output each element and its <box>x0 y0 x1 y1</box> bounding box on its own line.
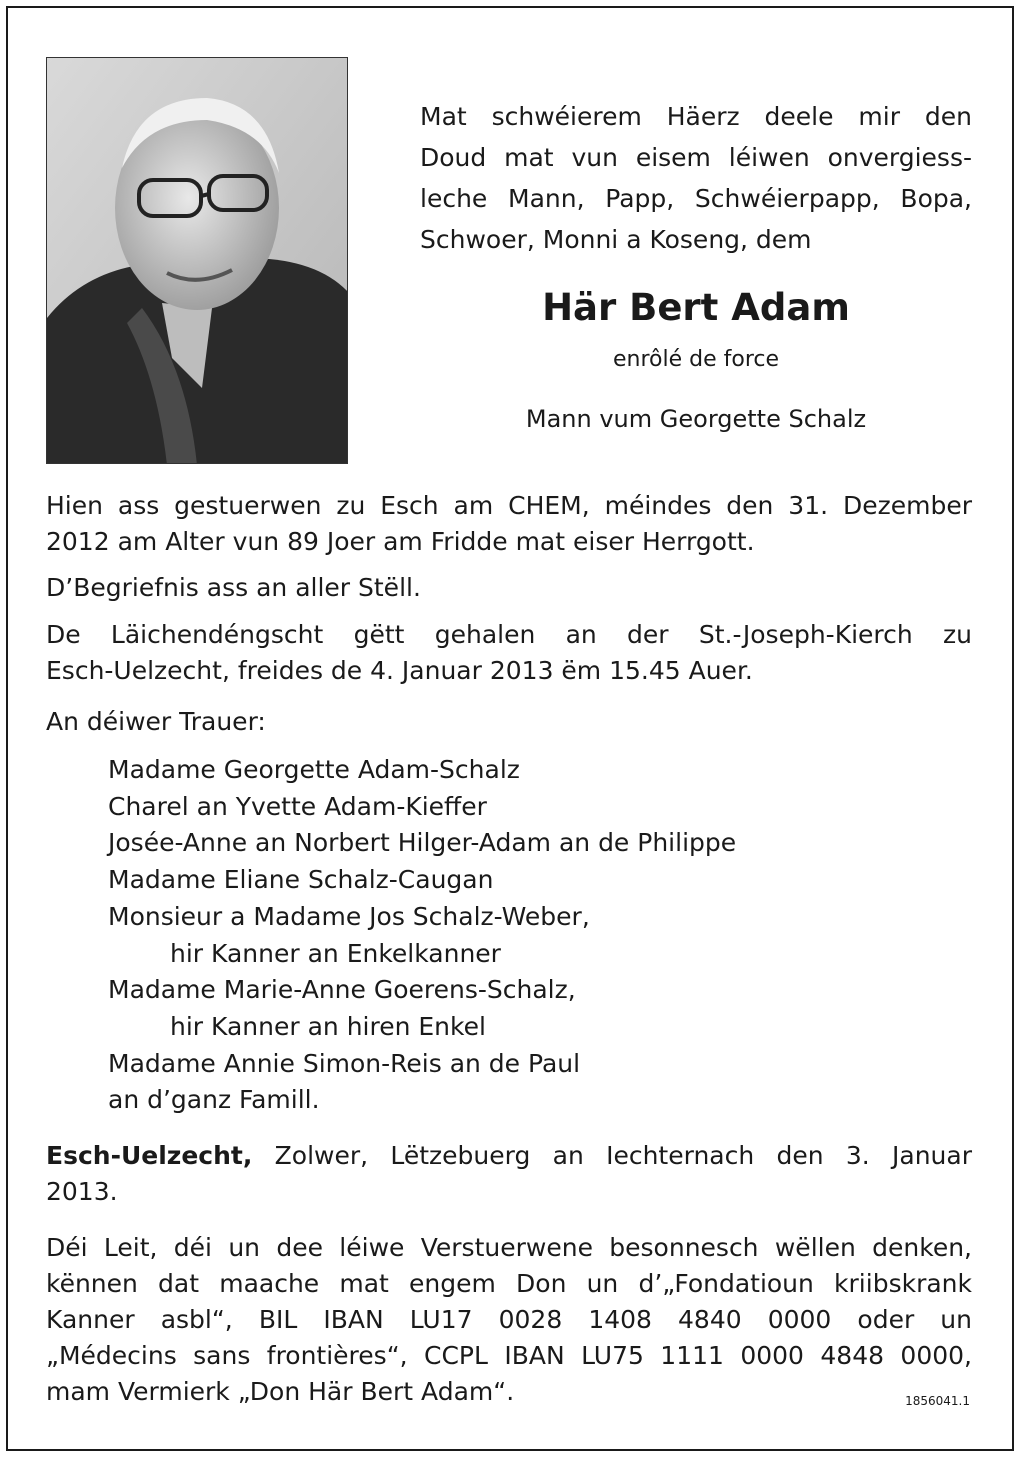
donation-notice <box>46 1230 972 1410</box>
intro-line: Doud mat vun eisem léiwen onvergiess- <box>420 143 972 172</box>
reference-number: 1856041.1 <box>905 1394 970 1408</box>
mourner: Madame Georgette Adam-Schalz <box>108 755 520 784</box>
deceased-name: Här Bert Adam <box>542 286 850 329</box>
place-year: 2013. <box>46 1177 118 1206</box>
burial-note: D’Begriefnis ass an aller Stëll. <box>46 573 421 602</box>
mass-notice <box>46 617 972 689</box>
intro-line: Schwoer, Monni a Koseng, dem <box>420 225 812 254</box>
mourner: Josée-Anne an Norbert Hilger-Adam an de Philippe <box>108 828 737 858</box>
mourner: Charel an Yvette Adam-Kieffer <box>108 791 487 821</box>
death-line: 2012 am Alter vun 89 Joer am Fridde mat eiser Herrgott. <box>46 527 755 556</box>
mourners-list <box>108 752 908 1119</box>
mourner: hir Kanner an Enkelkanner <box>170 938 501 968</box>
mourner: Madame Annie Simon-Reis an de Paul <box>108 1048 581 1078</box>
donation-line: Kanner asbl“, BIL IBAN LU17 0028 1408 4840 0000 oder un <box>46 1305 972 1334</box>
donation-line: Déi Leit, déi un dee léiwe Verstuerwene besonnesch wëllen denken, <box>46 1233 972 1262</box>
place-rest: Zolwer, Lëtzebuerg an Iechternach den 3. Januar <box>274 1141 972 1170</box>
intro-line: leche Mann, Papp, Schwéierpapp, Bopa, <box>420 184 972 213</box>
deceased-subtitle: enrôlé de force <box>612 347 780 372</box>
death-notice <box>46 488 972 560</box>
place-date <box>46 1138 972 1210</box>
mourning-intro: An déiwer Trauer: <box>46 707 266 736</box>
intro-line: Mat schwéierem Häerz deele mir den <box>420 102 972 131</box>
place-bold: Esch-Uelzecht, <box>46 1141 253 1170</box>
donation-line: kënnen dat maache mat engem Don un d’„Fondatioun kriibskrank <box>46 1269 972 1298</box>
mourner: Madame Eliane Schalz-Caugan <box>108 865 494 895</box>
mourner: hir Kanner an hiren Enkel <box>170 1011 486 1041</box>
mass-line: Esch-Uelzecht, freides de 4. Januar 2013 ëm 15.45 Auer. <box>46 656 753 685</box>
donation-line: „Médecins sans frontières“, CCPL IBAN LU75 1111 0000 4848 0000, <box>46 1341 972 1370</box>
mourner: Monsieur a Madame Jos Schalz-Weber, <box>108 901 590 931</box>
place-line <box>46 1138 972 1174</box>
donation-line: mam Vermierk „Don Här Bert Adam“. <box>46 1377 515 1406</box>
mourner: an d’ganz Famill. <box>108 1085 320 1115</box>
spouse-line: Mann vum Georgette Schalz <box>525 405 867 433</box>
portrait-photo <box>46 57 348 464</box>
death-line: Hien ass gestuerwen zu Esch am CHEM, méindes den 31. Dezember <box>46 491 972 520</box>
intro-text <box>420 96 972 260</box>
mass-line: De Läichendéngscht gëtt gehalen an der St.-Joseph-Kierch zu <box>46 620 972 649</box>
mourner: Madame Marie-Anne Goerens-Schalz, <box>108 975 576 1005</box>
